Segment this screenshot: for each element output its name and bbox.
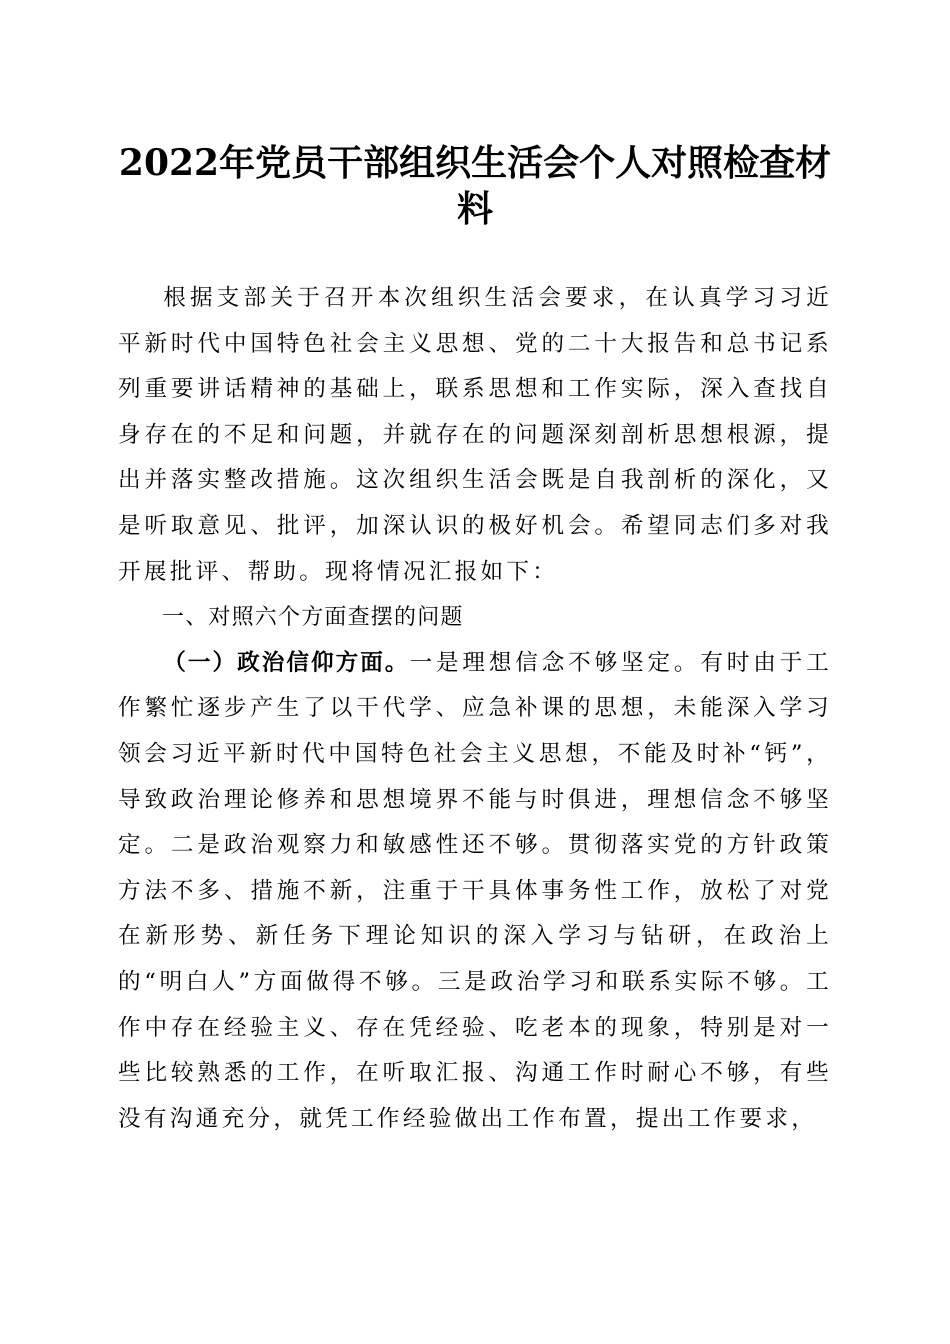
subsection-text: 一是理想信念不够坚定。有时由于工作繁忙逐步产生了以干代学、应急补课的思想，未能深入学习领会习近平新时代中国特色社会主义思想，不能及时补“钙”，导致政治理论修养和思想境界不能与时俱进，理想信念不够坚定。二是政治观察力和敏感性还不够。贯彻落实党的方针政策方法不多、措施不新，注重于干具体事务性工作，放松了对党在新形势、新任务下理论知识的深入学习与钻研，在政治上的“明白人”方面做得不够。三是政治学习和联系实际不够。工作中存在经验主义、存在凭经验、吃老本的现象，特别是对一些比较熟悉的工作，在听取汇报、沟通工作时耐心不够，有些没有沟通充分，就凭工作经验做出工作布置，提出工作要求， [118, 649, 832, 1132]
document-body [118, 276, 832, 1142]
intro-paragraph: 根据支部关于召开本次组织生活会要求，在认真学习习近平新时代中国特色社会主义思想、党的二十大报告和总书记系列重要讲话精神的基础上，联系思想和工作实际，深入查找自身存在的不足和问题，并就存在的问题深刻剖析思想根源，提出并落实整改措施。这次组织生活会既是自我剖析的深化，又是听取意见、批评，加深认识的极好机会。希望同志们多对我开展批评、帮助。现将情况汇报如下： [118, 285, 832, 585]
subsection-heading: （一）政治信仰方面。 [163, 649, 410, 676]
section-heading: 一、对照六个方面查摆的问题 [162, 605, 464, 631]
subsection-paragraph [118, 641, 832, 1143]
document-title: 2022年党员干部组织生活会个人对照检查材料 [118, 142, 832, 230]
